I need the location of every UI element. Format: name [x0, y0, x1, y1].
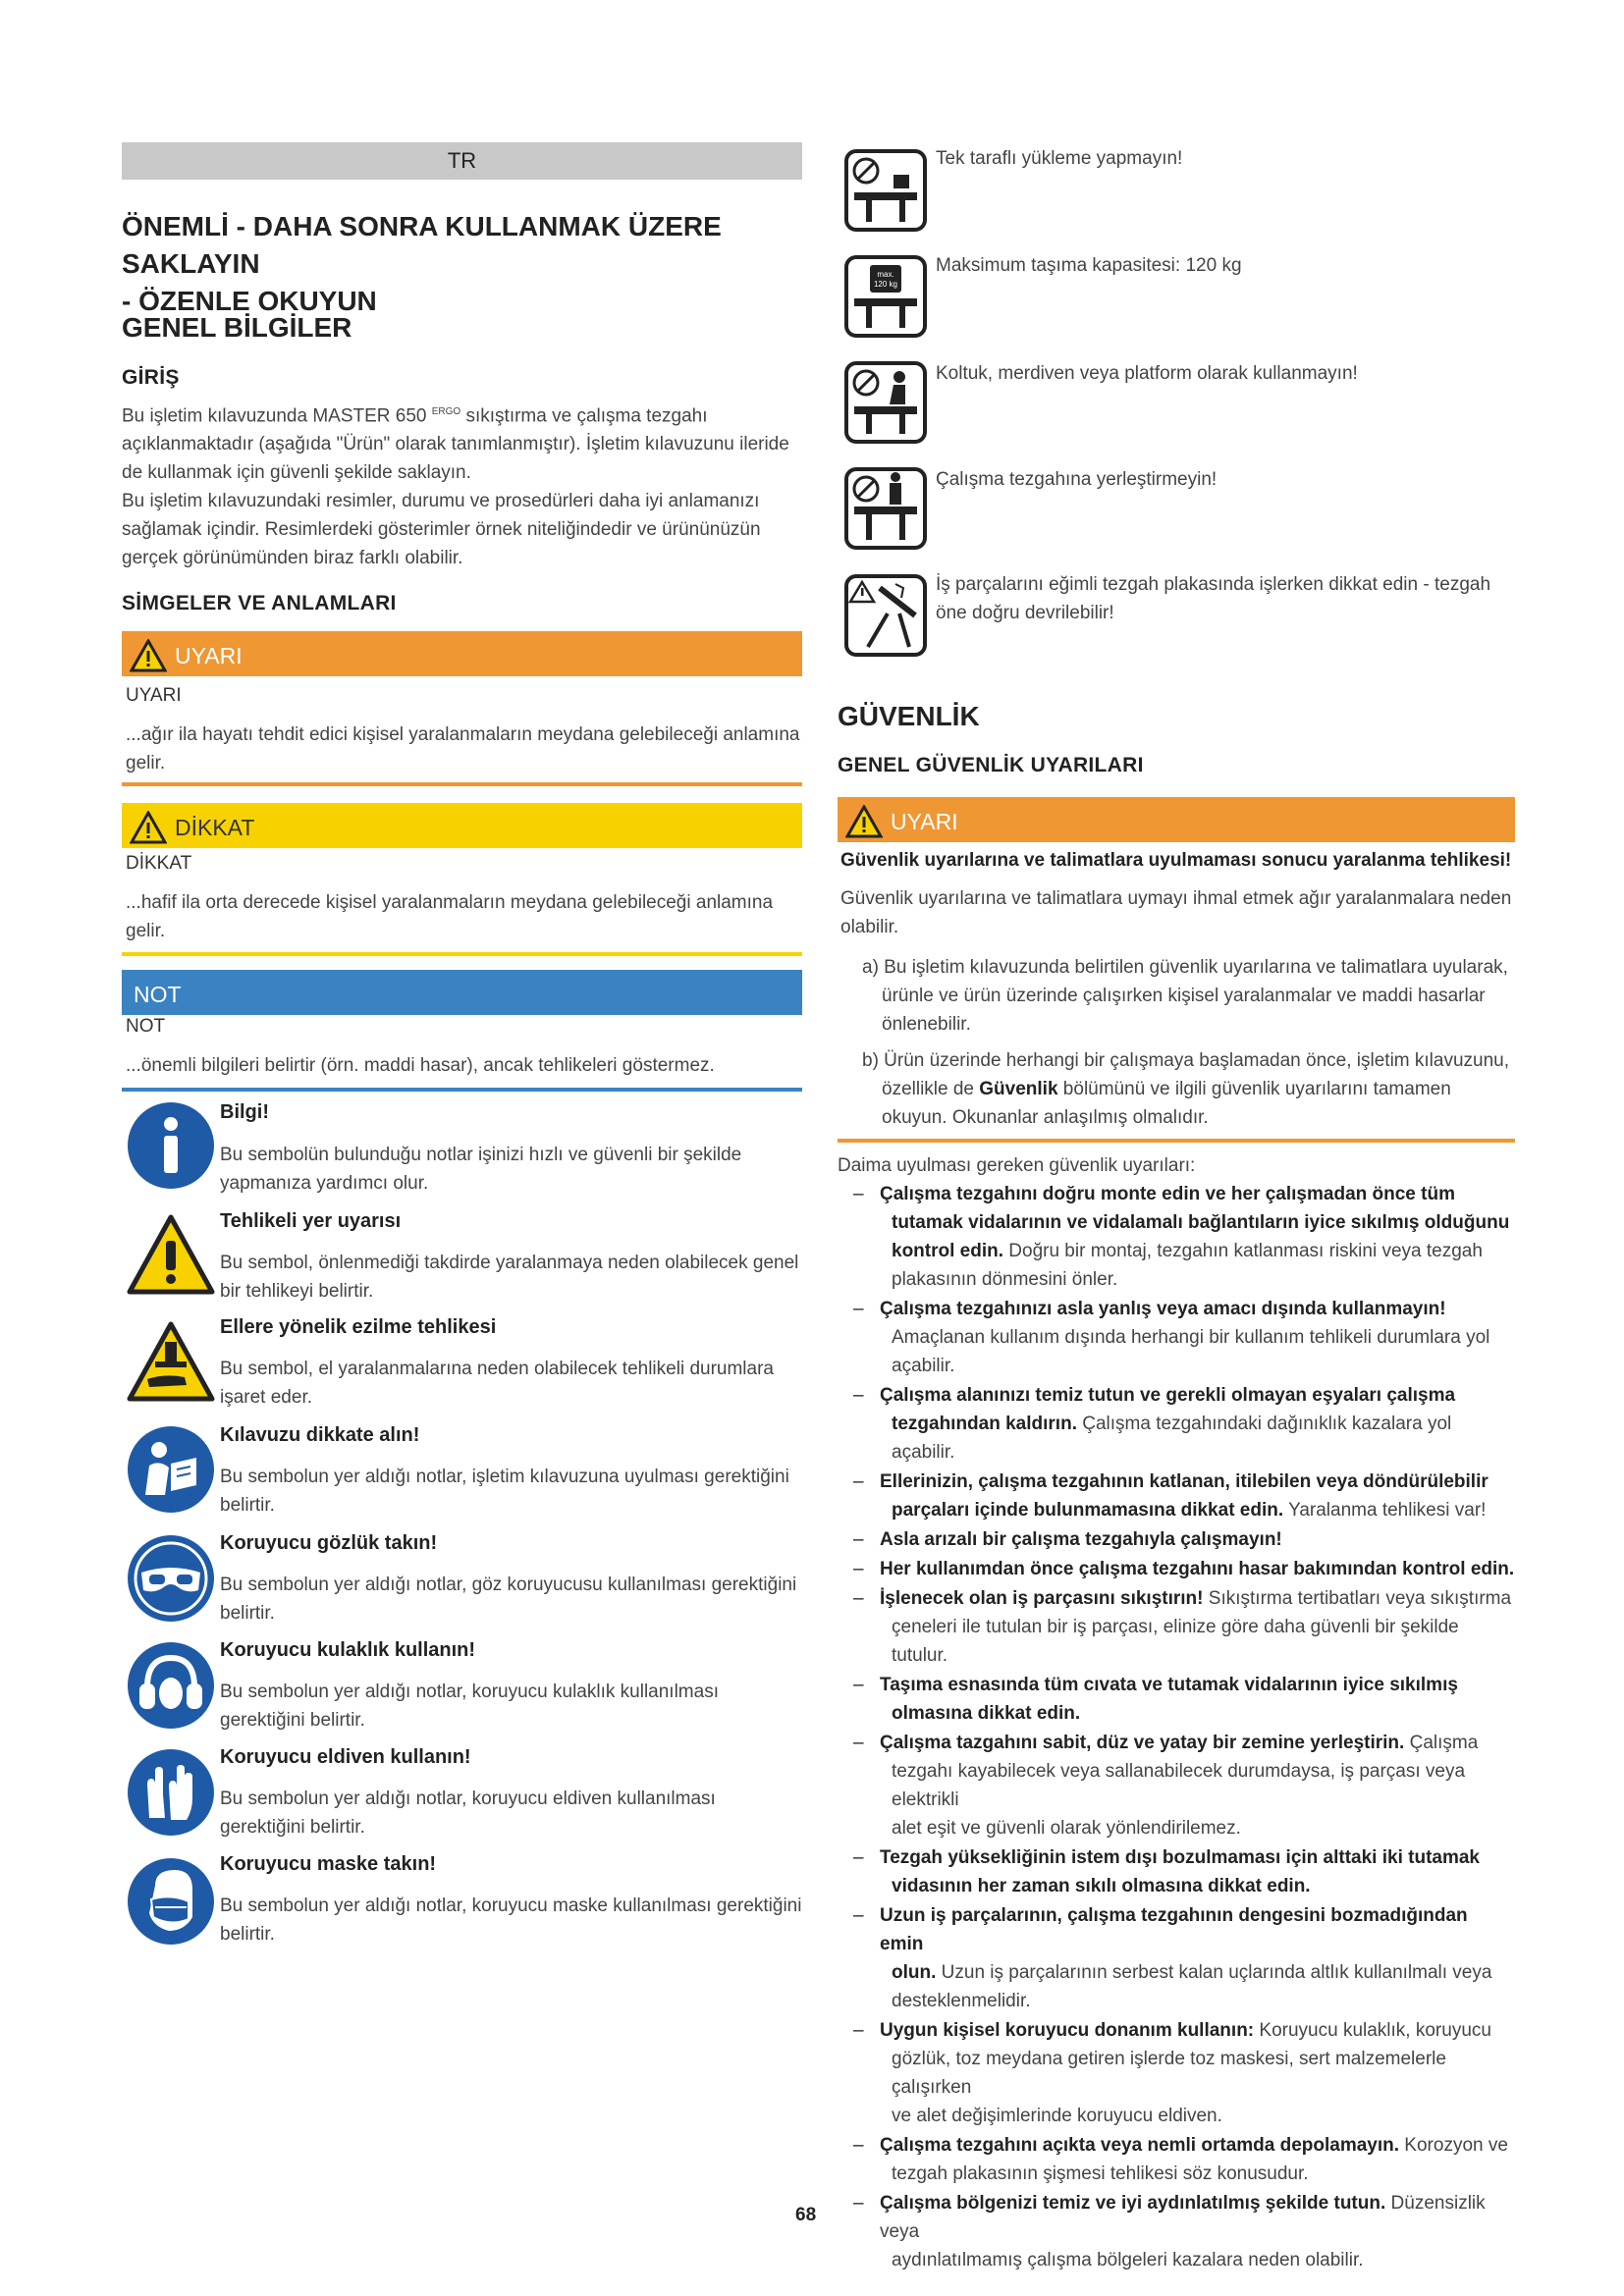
- safety-subheading: GENEL GÜVENLİK UYARILARI: [838, 754, 1144, 776]
- bullet-line: Taşıma esnasında tüm cıvata ve tutamak vidalarının iyice sıkılmış: [880, 1675, 1458, 1695]
- safety-warning-bar: UYARI: [838, 797, 1515, 842]
- max-load-badge-line2: 120 kg: [873, 280, 898, 289]
- bullet-line: Amaçlanan kullanım dışında herhangi bir kullanım tehlikeli durumlara yol: [892, 1327, 1490, 1348]
- picto-text: Maksimum taşıma kapasitesi: 120 kg: [936, 255, 1242, 276]
- bullet-dash: –: [853, 1385, 864, 1406]
- safety-bullet-item: [838, 1671, 1515, 1728]
- bullet-dash: –: [853, 1559, 864, 1579]
- bullet-line: Ellerinizin, çalışma tezgahının katlanan, itilebilen veya döndürülebilir: [880, 1471, 1489, 1492]
- warning-term: UYARI: [126, 685, 182, 706]
- bullet-line: plakasının dönmesini önler.: [892, 1269, 1118, 1290]
- bullet-dash: –: [853, 1471, 864, 1492]
- warning-rule: [122, 782, 802, 786]
- bullet-line: Çalışma tezgahını doğru monte edin ve her çalışmadan önce tüm: [880, 1184, 1455, 1204]
- tilt-warning-icon: [844, 574, 927, 662]
- symbol-title: Koruyucu gözlük takın!: [220, 1532, 438, 1554]
- warning-triangle-icon: [130, 639, 167, 672]
- safety-bullet-item: [838, 1555, 1515, 1583]
- crush-hand-icon: [126, 1320, 216, 1408]
- bullet-line: desteklenmelidir.: [892, 1991, 1031, 2011]
- symbol-desc: Bu sembolun yer aldığı notlar, koruyucu eldiven kullanılması gerektiğini belirtir.: [220, 1789, 716, 1838]
- intro-text: Bu işletim kılavuzunda MASTER 650 $^{ERGO}$ sıkıştırma ve çalışma tezgahı açıklanmaktadır (aşağıda "Ürün" olarak tanımlanmıştır). İşletim kılavuzunu ileride de kullanmak için güvenli şekilde saklayın. Bu işletim kılavuzundaki resimler, durumu ve prosedürleri daha iyi anlamanızı sağlamak içindir. Resimlerdeki gösterimler örnek niteliğindedir ve ürününüzün gerçek görünümünden biraz farklı olabilir.: [122, 405, 789, 569]
- info-icon: [126, 1100, 216, 1196]
- safety-bullet-item: [838, 1729, 1515, 1842]
- bullet-line: tezgahından kaldırın. Çalışma tezgahındaki dağınıklık kazalara yol açabilir.: [892, 1414, 1452, 1463]
- safety-warning-title: Güvenlik uyarılarına ve talimatlara uyulmaması sonucu yaralanma tehlikesi!: [840, 850, 1512, 871]
- symbol-desc: Bu sembolun yer aldığı notlar, koruyucu kulaklık kullanılması gerektiğini belirtir.: [220, 1682, 719, 1731]
- mask-icon: [126, 1856, 216, 1951]
- bullet-dash: –: [853, 1733, 864, 1753]
- caution-term: DİKKAT: [126, 853, 192, 874]
- no-sitting-icon: [844, 361, 927, 449]
- bullet-line: çeneleri ile tutulan bir iş parçası, elinize göre daha güvenli bir şekilde tutulur.: [892, 1617, 1459, 1666]
- hazard-icon: [126, 1213, 216, 1301]
- safety-bullet-item: [838, 1381, 1515, 1467]
- safety-bullet-item: [838, 1525, 1515, 1554]
- bullet-line: Çalışma tezgahınızı asla yanlış veya amacı dışında kullanmayın!: [880, 1299, 1446, 1319]
- bullet-line: Çalışma tazgahını sabit, düz ve yatay bir zemine yerleştirin. Çalışma: [880, 1733, 1479, 1753]
- bullet-line: tezgahı kayabilecek veya sallanabilecek durumdaysa, iş parçası veya elektrikli: [892, 1761, 1466, 1810]
- symbol-desc: Bu sembolun yer aldığı notlar, koruyucu maske kullanılması gerektiğini belirtir.: [220, 1896, 802, 1945]
- bullet-line: vidasının her zaman sıkılı olmasına dikkat edin.: [892, 1876, 1311, 1896]
- warning-signal-bar: UYARI: [122, 631, 802, 676]
- safety-bullet-item: [838, 2189, 1515, 2274]
- symbol-title: Kılavuzu dikkate alın!: [220, 1424, 420, 1446]
- bullet-line: aydınlatılmamış çalışma bölgeleri kazalara neden olabilir.: [892, 2250, 1364, 2270]
- safety-bullet-item: [838, 2131, 1515, 2188]
- symbols-heading: SİMGELER VE ANLAMLARI: [122, 592, 397, 614]
- bullet-line: İşlenecek olan iş parçasını sıkıştırın! Sıkıştırma tertibatları veya sıkıştırma: [880, 1588, 1512, 1609]
- note-rule: [122, 1088, 802, 1092]
- symbol-title: Koruyucu maske takın!: [220, 1853, 437, 1875]
- symbol-title: Tehlikeli yer uyarısı: [220, 1210, 402, 1232]
- bullet-dash: –: [853, 2193, 864, 2214]
- bullet-dash: –: [853, 2020, 864, 2041]
- bullet-line: gözlük, toz meydana getiren işlerde toz maskesi, sert malzemelerle çalışırken: [892, 2049, 1446, 2098]
- safety-bullet-item: [838, 1295, 1515, 1380]
- symbol-desc: Bu sembolün bulunduğu notlar işinizi hızlı ve güvenli bir şekilde yapmanıza yardımcı olur.: [220, 1145, 742, 1194]
- bullet-line: Çalışma alanınızı temiz tutun ve gerekli olmayan eşyaları çalışma: [880, 1385, 1456, 1406]
- safety-warning-desc: Güvenlik uyarılarına ve talimatlara uymayı ihmal etmek ağır yaralanmalara neden olabilir.: [840, 888, 1512, 937]
- always-heading: Daima uyulması gereken güvenlik uyarıları:: [838, 1155, 1196, 1176]
- picto-text: Koltuk, merdiven veya platform olarak kullanmayın!: [936, 363, 1358, 384]
- goggles-icon: [126, 1533, 216, 1629]
- general-heading: GENEL BİLGİLER: [122, 312, 352, 343]
- bullet-line: parçaları içinde bulunmamasına dikkat edin. Yaralanma tehlikesi var!: [892, 1500, 1487, 1521]
- warning-desc: ...ağır ila hayatı tehdit edici kişisel yaralanmaların meydana gelebileceği anlamına gelir.: [126, 724, 800, 774]
- caution-desc: ...hafif ila orta derecede kişisel yaralanmaların meydana gelebileceği anlamına gelir.: [126, 892, 774, 941]
- picto-text: Tek taraflı yükleme yapmayın!: [936, 148, 1183, 169]
- caution-rule: [122, 952, 802, 956]
- safety-bullet-item: [838, 2016, 1515, 2130]
- symbol-desc: Bu sembol, el yaralanmalarına neden olabilecek tehlikeli durumlara işaret eder.: [220, 1359, 774, 1408]
- bullet-line: Tezgah yüksekliğinin istem dışı bozulmaması için alttaki iki tutamak: [880, 1847, 1480, 1868]
- max-load-badge-line1: max.: [877, 270, 894, 279]
- symbol-desc: Bu sembolun yer aldığı notlar, işletim kılavuzuna uyulması gerektiğini belirtir.: [220, 1467, 789, 1516]
- max-load-icon: [844, 255, 927, 343]
- safety-bullet-item: [838, 1901, 1515, 2015]
- picto-text: Çalışma tezgahına yerleştirmeyin!: [936, 469, 1218, 490]
- language-bar: TR: [122, 142, 802, 180]
- bullet-line: tezgah plakasının şişmesi tehlikesi söz konusudur.: [892, 2163, 1309, 2184]
- bullet-dash: –: [853, 1905, 864, 1926]
- warning-triangle-icon: [845, 805, 883, 838]
- bullet-line: olun. Uzun iş parçalarının serbest kalan uçlarında altlık kullanılmalı veya: [892, 1962, 1492, 1983]
- no-one-sided-load-icon: [844, 149, 927, 237]
- bullet-dash: –: [853, 1847, 864, 1868]
- page-number: 68: [795, 2205, 817, 2225]
- safety-bullet-list: [838, 1180, 1515, 2275]
- read-manual-icon: [126, 1424, 216, 1520]
- caution-triangle-icon: [130, 811, 167, 844]
- picto-text: İş parçalarını eğimli tezgah plakasında işlerken dikkat edin - tezgah öne doğru devrilebilir!: [936, 574, 1491, 623]
- safety-bullet-item: [838, 1843, 1515, 1900]
- bullet-line: ve alet değişimlerinde koruyucu eldiven.: [892, 2106, 1222, 2126]
- bullet-dash: –: [853, 1299, 864, 1319]
- bullet-line: kontrol edin. Doğru bir montaj, tezgahın katlanması riskini veya tezgah: [892, 1241, 1483, 1261]
- bullet-line: Uygun kişisel koruyucu donanım kullanın: Koruyucu kulaklık, koruyucu: [880, 2020, 1491, 2041]
- bullet-line: Çalışma bölgenizi temiz ve iyi aydınlatılmış şekilde tutun. Düzensizlik veya: [880, 2193, 1486, 2242]
- safety-point-a: a) Bu işletim kılavuzunda belirtilen güvenlik uyarılarına ve talimatlara uyularak, ürünle ve ürün üzerinde çalışırken kişisel yaralanmalar ve maddi hasarlar önlenebilir.: [862, 957, 1508, 1035]
- page-title: ÖNEMLİ - DAHA SONRA KULLANMAK ÜZERE SAKLAYIN - ÖZENLE OKUYUN: [122, 211, 722, 316]
- symbol-title: Ellere yönelik ezilme tehlikesi: [220, 1316, 497, 1338]
- symbol-title: Koruyucu eldiven kullanın!: [220, 1746, 471, 1768]
- bullet-line: tutamak vidalarının ve vidalamalı bağlantıların iyice sıkılmış olduğunu: [892, 1212, 1510, 1233]
- symbol-title: Bilgi!: [220, 1101, 269, 1123]
- safety-bullet-item: [838, 1180, 1515, 1294]
- symbol-desc: Bu sembolun yer aldığı notlar, göz koruyucusu kullanılması gerektiğini belirtir.: [220, 1575, 797, 1624]
- safety-bullet-item: [838, 1584, 1515, 1670]
- bullet-dash: –: [853, 1184, 864, 1204]
- note-term: NOT: [126, 1016, 166, 1037]
- bullet-line: Asla arızalı bir çalışma tezgahıyla çalışmayın!: [880, 1529, 1282, 1550]
- safety-point-b: b) Ürün üzerinde herhangi bir çalışmaya başlamadan önce, işletim kılavuzunu, özellikle de Güvenlik bölümünü ve ilgili güvenlik uyarılarını tamamen okuyun. Okunanlar anlaşılmış olmalıdır.: [862, 1050, 1510, 1128]
- caution-signal-bar: DİKKAT: [122, 803, 802, 848]
- safety-bullet-item: [838, 1468, 1515, 1524]
- ear-protection-icon: [126, 1640, 216, 1735]
- note-desc: ...önemli bilgileri belirtir (örn. maddi hasar), ancak tehlikeleri göstermez.: [126, 1055, 715, 1076]
- bullet-line: açabilir.: [892, 1356, 955, 1376]
- note-signal-bar: NOT: [122, 970, 802, 1015]
- symbol-title: Koruyucu kulaklık kullanın!: [220, 1639, 476, 1661]
- bullet-line: olmasına dikkat edin.: [892, 1703, 1081, 1724]
- bullet-line: Her kullanımdan önce çalışma tezgahını hasar bakımından kontrol edin.: [880, 1559, 1515, 1579]
- no-standing-icon: [844, 467, 927, 555]
- safety-heading: GÜVENLİK: [838, 701, 980, 731]
- bullet-dash: –: [853, 1529, 864, 1550]
- bullet-line: alet eşit ve güvenli olarak yönlendirilemez.: [892, 1818, 1241, 1839]
- symbol-desc: Bu sembol, önlenmediği takdirde yaralanmaya neden olabilecek genel bir tehlikeyi belirtir.: [220, 1253, 799, 1302]
- gloves-icon: [126, 1747, 216, 1842]
- bullet-dash: –: [853, 2135, 864, 2156]
- bullet-dash: –: [853, 1675, 864, 1695]
- bullet-line: Çalışma tezgahını açıkta veya nemli ortamda depolamayın. Korozyon ve: [880, 2135, 1508, 2156]
- bullet-line: Uzun iş parçalarının, çalışma tezgahının dengesini bozmadığından emin: [880, 1905, 1468, 1954]
- bullet-dash: –: [853, 1588, 864, 1609]
- safety-warning-rule: [838, 1139, 1515, 1143]
- intro-heading: GİRİŞ: [122, 366, 180, 389]
